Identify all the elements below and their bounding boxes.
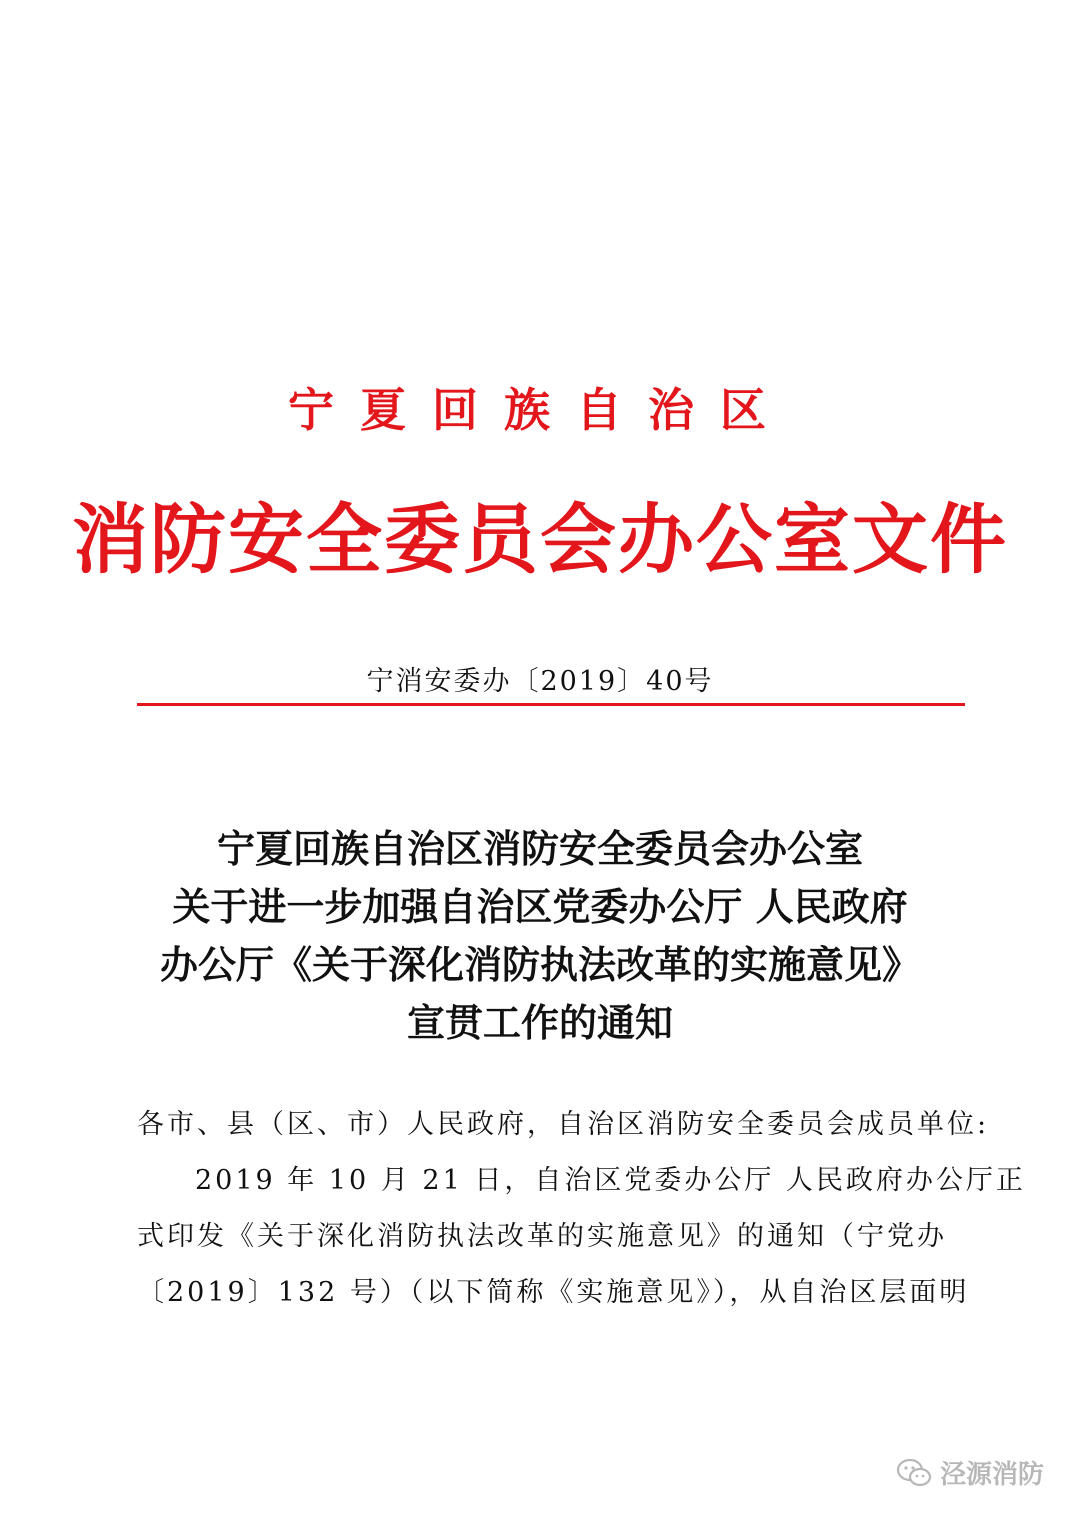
red-separator-line — [137, 703, 965, 706]
issuer-name-line2: 消防安全委员会办公室文件 — [72, 495, 1008, 584]
paragraph-line-2: 式印发《关于深化消防执法改革的实施意见》的通知（宁党办 — [137, 1221, 947, 1252]
document-title — [0, 820, 1080, 1052]
title-line-4: 宣贯工作的通知 — [406, 1000, 673, 1045]
issuer-name-line1: 宁夏回族自治区 — [288, 383, 792, 437]
paragraph-line-1: 2019 年 10 月 21 日，自治区党委办公厅 人民政府办公厅正 — [195, 1165, 1026, 1196]
paragraph-line-3: 〔2019〕132 号）（以下简称《实施意见》），从自治区层面明 — [137, 1277, 970, 1308]
title-line-2: 关于进一步加强自治区党委办公厅 人民政府 — [172, 884, 908, 929]
title-line-3: 办公厅《关于深化消防执法改革的实施意见》 — [159, 942, 920, 987]
wechat-icon — [896, 1458, 932, 1488]
salutation: 各市、县（区、市）人民政府，自治区消防安全委员会成员单位: — [137, 1109, 990, 1140]
document-body — [137, 1097, 1026, 1321]
document-number: 宁消安委办〔2019〕40号 — [366, 666, 714, 697]
watermark — [896, 1454, 1044, 1491]
title-line-1: 宁夏回族自治区消防安全委员会办公室 — [216, 826, 863, 871]
watermark-text: 泾源消防 — [939, 1460, 1044, 1490]
